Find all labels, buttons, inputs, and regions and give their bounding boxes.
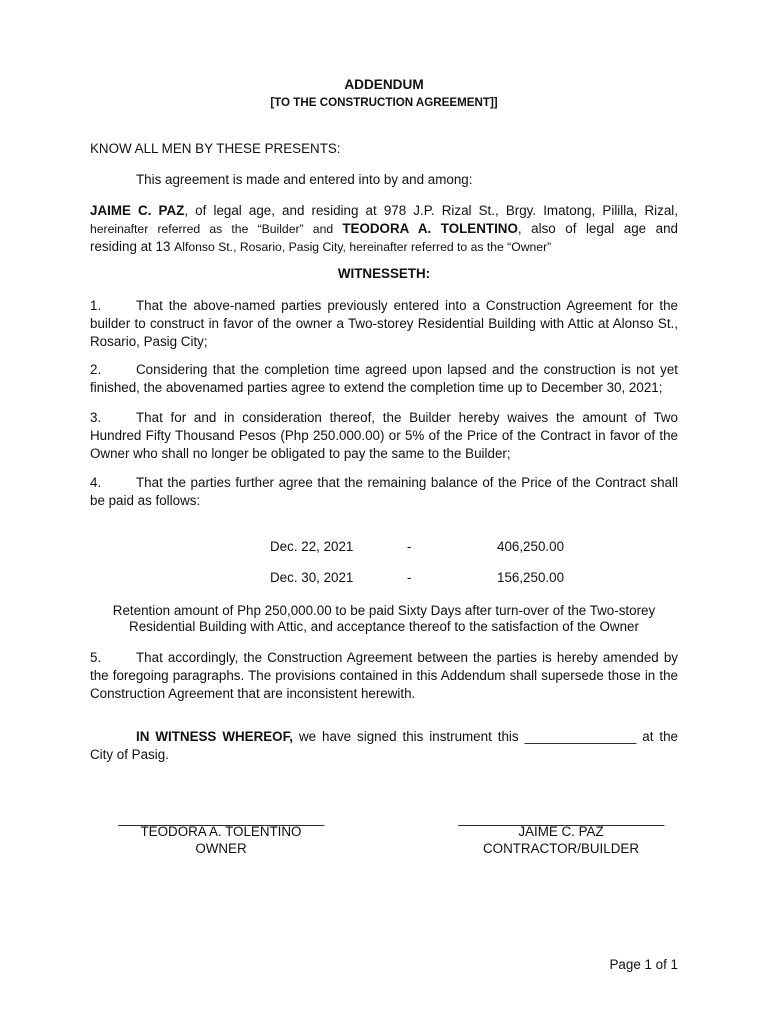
signatory-role-builder: CONTRACTOR/BUILDER xyxy=(483,841,639,856)
clause-1-number: 1. xyxy=(90,298,102,313)
agreement-line: This agreement is made and entered into by and among: xyxy=(136,172,473,187)
clause-5 xyxy=(90,649,678,703)
payment-date: Dec. 22, 2021 xyxy=(270,539,354,554)
clause-1-text: That the above-named parties previously entered into a Construction Agreement for the builder to construct in favor of the owner a Two-storey Residential Building with Attic at Alonso St., Rosario, Pasig City; xyxy=(90,298,678,349)
clause-3 xyxy=(90,409,678,463)
know-all-men-line: KNOW ALL MEN BY THESE PRESENTS: xyxy=(90,141,341,156)
clause-5-text: That accordingly, the Construction Agreement between the parties is hereby amended by the foregoing paragraphs. The provisions contained in this Addendum shall supersede those in the Construction Agreement that are inconsistent herewith. xyxy=(90,650,678,701)
retention-line-2: Residential Building with Attic, and acceptance thereof to the satisfaction of the Owner xyxy=(129,619,639,634)
witness-text: we have signed this instrument this _______________ at the City of Pasig. xyxy=(90,729,678,762)
payment-separator: - xyxy=(407,570,412,585)
clause-2-text: Considering that the completion time agreed upon lapsed and the construction is not yet finished, the abovenamed parties agree to extend the completion time up to December 30, 2021; xyxy=(90,362,678,395)
clause-4 xyxy=(90,474,678,510)
owner-details: , also of legal age and xyxy=(517,221,678,236)
clause-3-number: 3. xyxy=(90,410,102,425)
document-title: ADDENDUM xyxy=(344,77,424,92)
payment-amount: 406,250.00 xyxy=(497,539,565,554)
witness-lead: IN WITNESS WHEREOF, xyxy=(136,729,293,744)
owner-name: TEODORA A. TOLENTINO xyxy=(342,221,518,236)
witnesseth-heading: WITNESSETH: xyxy=(337,266,431,281)
clause-4-text: That the parties further agree that the remaining balance of the Price of the Contract shall be paid as follows: xyxy=(90,475,678,508)
builder-details: , of legal age, and residing at 978 J.P. Rizal St., Brgy. Imatong, Pililla, Rizal, xyxy=(184,203,678,218)
retention-line-1: Retention amount of Php 250,000.00 to be paid Sixty Days after turn-over of the Two-storey xyxy=(112,603,656,618)
owner-address-text: Alfonso St., Rosario, Pasig City, hereinafter referred to as the “Owner” xyxy=(174,240,552,254)
page-number: Page 1 of 1 xyxy=(609,957,678,972)
owner-residing-text: residing at 13 xyxy=(90,239,175,254)
payment-amount: 156,250.00 xyxy=(497,570,565,585)
clause-2 xyxy=(90,361,678,397)
payment-date: Dec. 30, 2021 xyxy=(270,570,354,585)
payment-separator: - xyxy=(407,539,412,554)
signatory-name-builder: JAIME C. PAZ xyxy=(518,824,604,839)
signature-line-builder: ______________________________ xyxy=(458,811,664,826)
signature-line-owner: ______________________________ xyxy=(118,811,324,826)
clause-5-number: 5. xyxy=(90,650,102,665)
parties-paragraph xyxy=(90,202,678,256)
witness-paragraph xyxy=(90,728,678,764)
clause-2-number: 2. xyxy=(90,362,102,377)
signatory-name-owner: TEODORA A. TOLENTINO xyxy=(140,824,302,839)
builder-referred-text: hereinafter referred as the “Builder” and xyxy=(90,222,343,236)
clause-3-text: That for and in consideration thereof, the Builder hereby waives the amount of Two Hundred Fifty Thousand Pesos (Php 250.000.00) or 5% of the Price of the Contract in favor of the Owner who shall no longer be obligated to pay the same to the Builder; xyxy=(90,410,678,461)
document-subtitle: [TO THE CONSTRUCTION AGREEMENT]] xyxy=(270,96,498,109)
clause-1 xyxy=(90,297,678,351)
clause-4-number: 4. xyxy=(90,475,102,490)
signatory-role-owner: OWNER xyxy=(195,841,247,856)
builder-name: JAIME C. PAZ xyxy=(90,203,185,218)
